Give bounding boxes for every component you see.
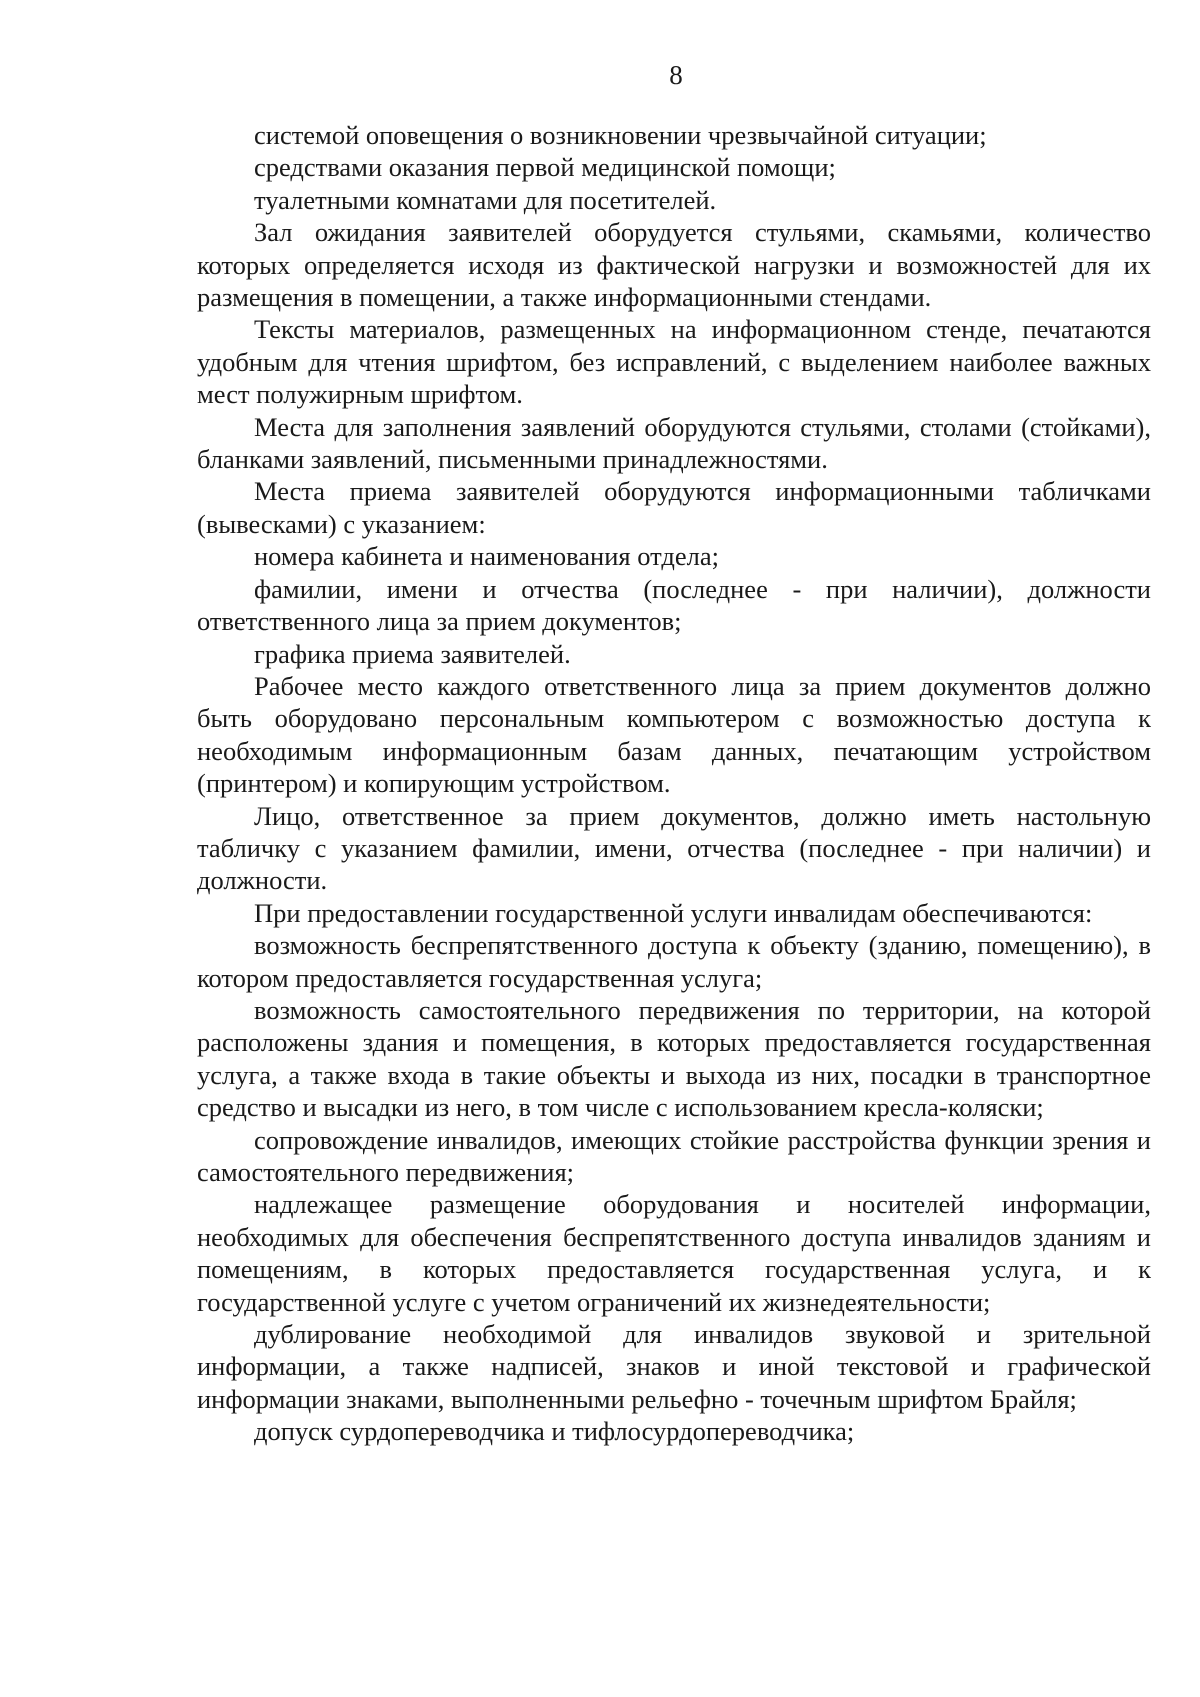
paragraph: сопровождение инвалидов, имеющих стойкие расстройства функции зрения и самостоятельного передвижения; bbox=[197, 1124, 1151, 1187]
paragraph: фамилии, имени и отчества (последнее - при наличии), должности ответственного лица за прием документов; bbox=[197, 573, 1151, 637]
paragraph: возможность беспрепятственного доступа к объекту (зданию, помещению), в котором предоставляется государственная услуга; bbox=[197, 930, 1151, 993]
paragraph: допуск сурдопереводчика и тифлосурдопереводчика; bbox=[254, 1416, 855, 1447]
paragraph: Тексты материалов, размещенных на информационном стенде, печатаются удобным для чтения шрифтом, без исправлений, с выделением наиболее важных мест полужирным шрифтом. bbox=[197, 314, 1151, 410]
paragraph: При предоставлении государственной услуги инвалидам обеспечиваются: bbox=[254, 897, 1093, 928]
paragraph: Рабочее место каждого ответственного лица за прием документов должно быть оборудовано персональным компьютером с возможностью доступа к необходимым информационным базам данных, печатающим устройством (принтером) и копирующим устройством. bbox=[197, 670, 1151, 799]
paragraph: средствами оказания первой медицинской помощи; bbox=[254, 152, 836, 183]
paragraph: Зал ожидания заявителей оборудуется стульями, скамьями, количество которых определяется исходя из фактической нагрузки и возможностей для их размещения в помещении, а также информационными стендами. bbox=[197, 217, 1151, 313]
paragraph: туалетными комнатами для посетителей. bbox=[254, 184, 717, 215]
paragraph: возможность самостоятельного передвижения по территории, на которой расположены здания и помещения, в которых предоставляется государственная услуга, а также входа в такие объекты и выхода из них, посадки в транспортное средство и высадки из него, в том числе с использованием кресла-коляски; bbox=[197, 994, 1151, 1123]
paragraph: номера кабинета и наименования отдела; bbox=[254, 541, 719, 572]
document-body bbox=[197, 119, 1151, 1448]
paragraph: Лицо, ответственное за прием документов, должно иметь настольную табличку с указанием фамилии, имени, отчества (последнее - при наличии) и должности. bbox=[197, 800, 1151, 896]
paragraph: Места для заполнения заявлений оборудуются стульями, столами (стойками), бланками заявлений, письменными принадлежностями. bbox=[197, 411, 1151, 475]
paragraph: Места приема заявителей оборудуются информационными табличками (вывесками) с указанием: bbox=[197, 476, 1151, 539]
paragraph: надлежащее размещение оборудования и носителей информации, необходимых для обеспечения беспрепятственного доступа инвалидов зданиям и помещениям, в которых предоставляется государственная услуга, и к государственной услуге с учетом ограничений их жизнедеятельности; bbox=[197, 1189, 1151, 1317]
paragraph: дублирование необходимой для инвалидов звуковой и зрительной информации, а также надписей, знаков и иной текстовой и графической информации знаками, выполненными рельефно - точечным шрифтом Брайля; bbox=[197, 1319, 1151, 1414]
paragraph: графика приема заявителей. bbox=[254, 638, 571, 669]
page-number: 8 bbox=[669, 60, 683, 90]
paragraph: системой оповещения о возникновении чрезвычайной ситуации; bbox=[254, 120, 987, 150]
